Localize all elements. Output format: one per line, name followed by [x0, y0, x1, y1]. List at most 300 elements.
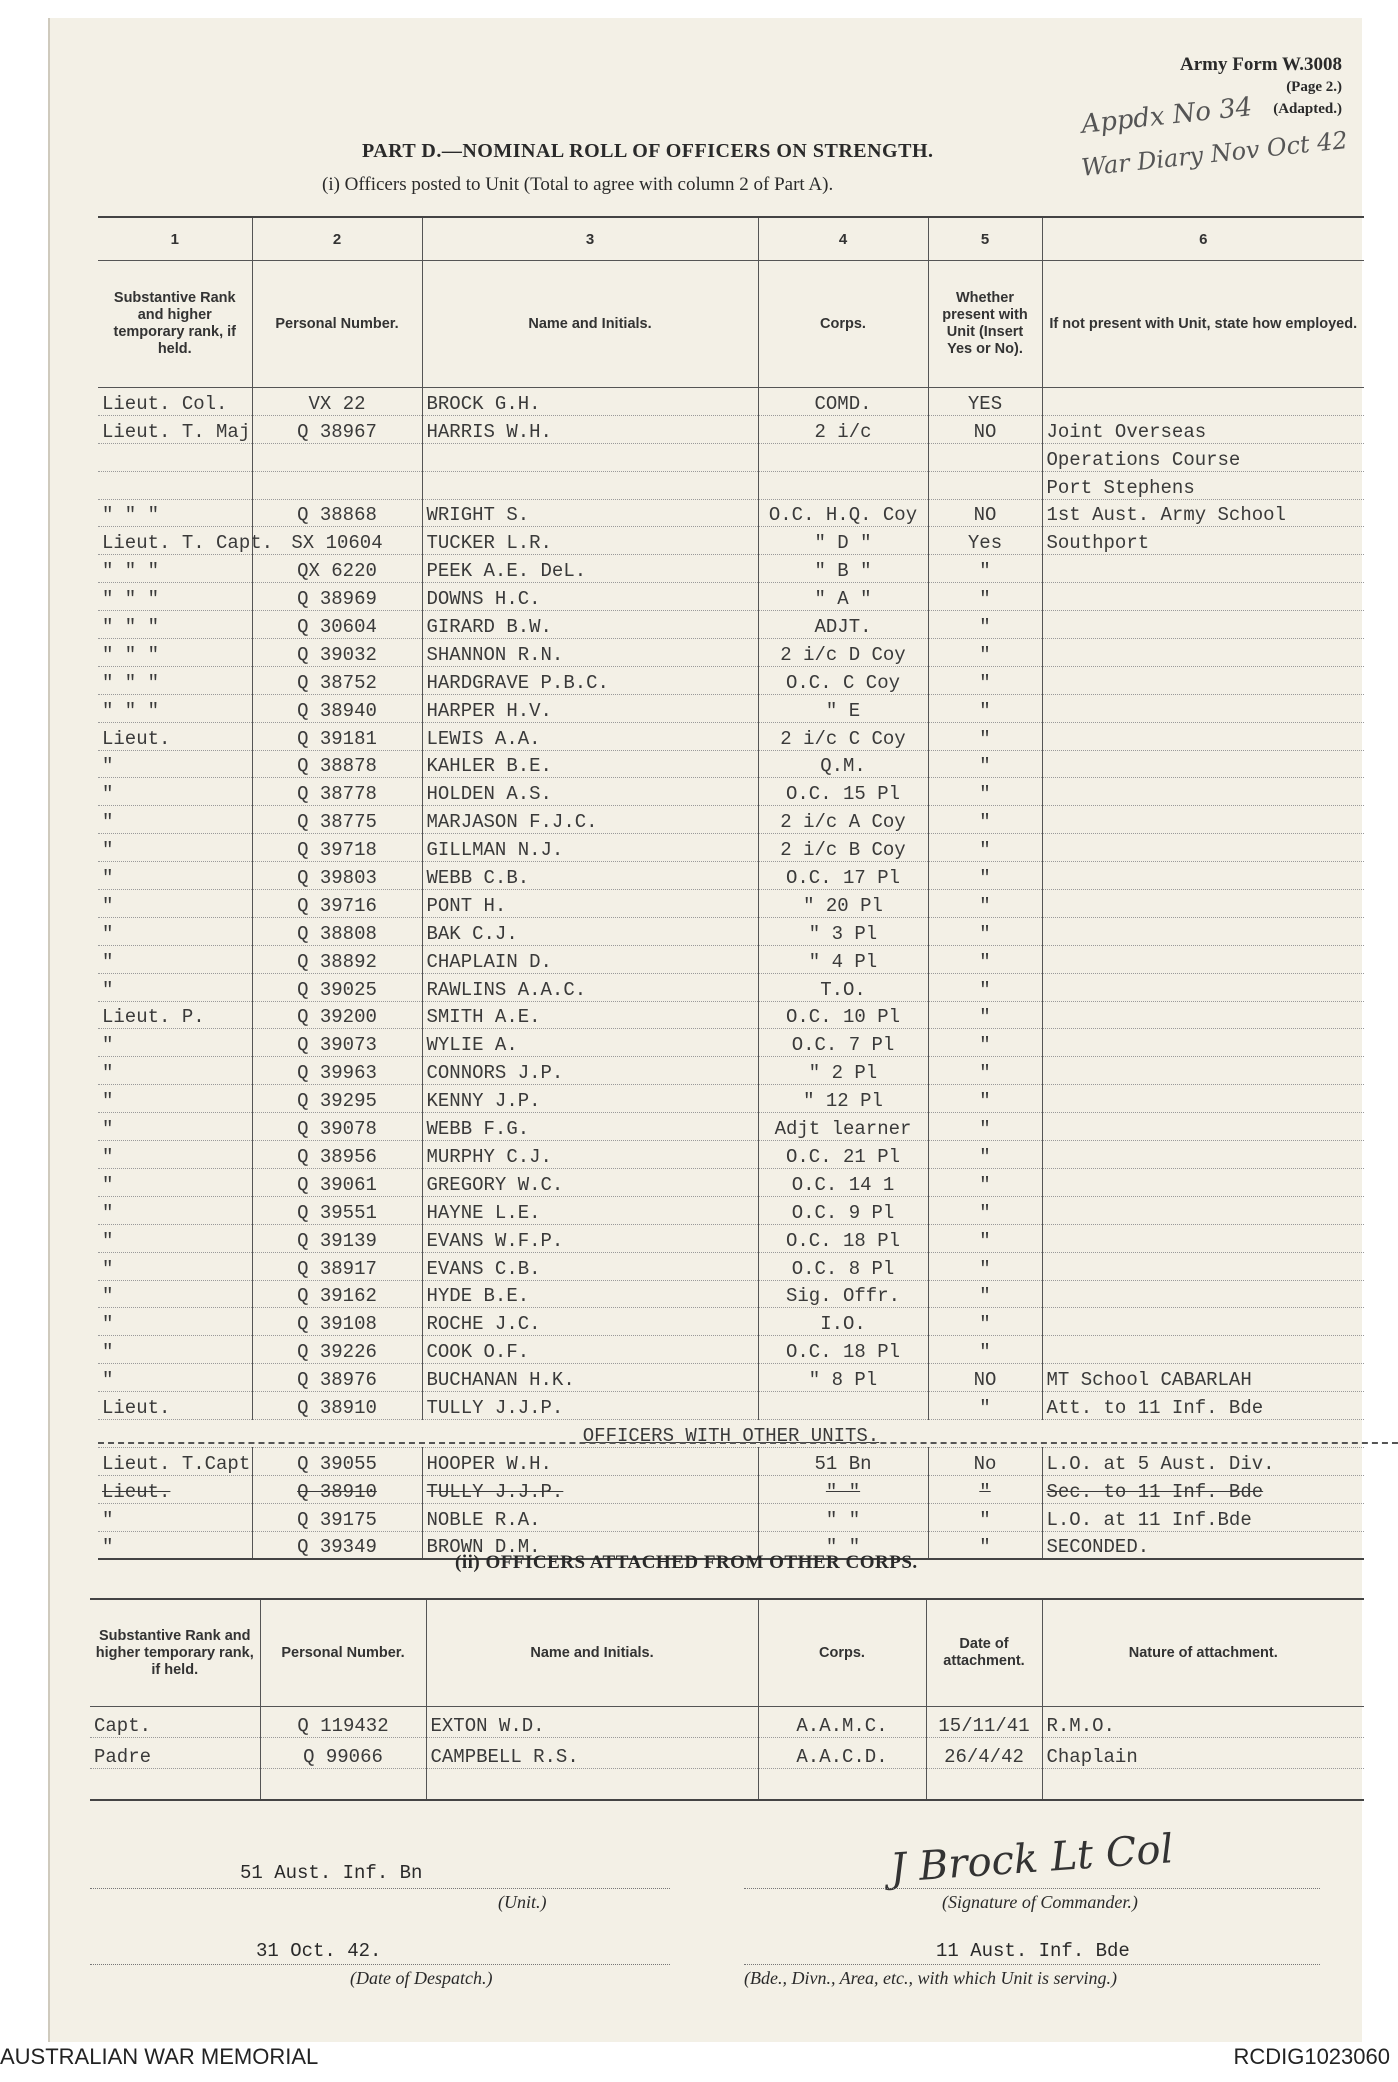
- table-cell: 1st Aust. Army School: [1042, 499, 1364, 527]
- table-cell: TULLY J.J.P.: [422, 1392, 758, 1420]
- table-cell: Lieut. T. Capt.: [98, 527, 252, 555]
- table-cell: ": [98, 1085, 252, 1113]
- table-row: [98, 527, 1364, 555]
- table-cell: Lieut. Col.: [98, 388, 252, 416]
- table-cell: Q 38775: [252, 806, 422, 834]
- table-cell: Lieut.: [98, 1392, 252, 1420]
- table-cell: O.C. 9 Pl: [758, 1196, 928, 1224]
- column-number: 6: [1042, 217, 1364, 261]
- table-cell: Q 39718: [252, 834, 422, 862]
- table-cell: ": [928, 1029, 1042, 1057]
- table-cell: ": [928, 1113, 1042, 1141]
- table-cell: O.C. 17 Pl: [758, 862, 928, 890]
- table-cell: CONNORS J.P.: [422, 1057, 758, 1085]
- table-cell: [426, 1769, 758, 1801]
- table-cell: A.A.C.D.: [758, 1738, 926, 1769]
- commander-signature: J Brock Lt Col: [888, 1826, 1175, 1892]
- table-row: [98, 1168, 1364, 1196]
- table-cell: [260, 1769, 426, 1801]
- table-row: [98, 1392, 1364, 1420]
- table-cell: [1042, 388, 1364, 416]
- table-cell: ROCHE J.C.: [422, 1308, 758, 1336]
- table-row: [98, 890, 1364, 918]
- table-row: [98, 1280, 1364, 1308]
- table-cell: WRIGHT S.: [422, 499, 758, 527]
- table-cell: [98, 443, 252, 471]
- table-cell: Operations Course: [1042, 443, 1364, 471]
- table-cell: O.C. H.Q. Coy: [758, 499, 928, 527]
- annotation-appendix: Appdx No 34: [1080, 92, 1254, 140]
- table-cell: " " ": [98, 694, 252, 722]
- table-cell: ": [928, 1057, 1042, 1085]
- table-cell: [1042, 1057, 1364, 1085]
- table-cell: Q 39162: [252, 1280, 422, 1308]
- table-cell: ": [98, 1252, 252, 1280]
- table-cell: R.M.O.: [1042, 1707, 1364, 1738]
- table-cell: ": [928, 834, 1042, 862]
- table-cell: ": [98, 1308, 252, 1336]
- table-cell: 2 i/c D Coy: [758, 639, 928, 667]
- table-cell: [1042, 1252, 1364, 1280]
- table-cell: MURPHY C.J.: [422, 1141, 758, 1169]
- table-cell: WEBB C.B.: [422, 862, 758, 890]
- table-cell: YES: [928, 388, 1042, 416]
- table-cell: ": [928, 1224, 1042, 1252]
- table-cell: ": [98, 890, 252, 918]
- table-cell: ": [928, 1503, 1042, 1531]
- table-cell: [928, 471, 1042, 499]
- table-cell: Q 39551: [252, 1196, 422, 1224]
- part-d-title: PART D.—NOMINAL ROLL OF OFFICERS ON STRENGTH.: [362, 140, 934, 162]
- form-adapted: (Adapted.): [1273, 101, 1342, 117]
- table-cell: " ": [758, 1531, 928, 1559]
- table-cell: SECONDED.: [1042, 1531, 1364, 1559]
- table-cell: BROWN D.M.: [422, 1531, 758, 1559]
- table-cell: ": [98, 945, 252, 973]
- table-cell: WEBB F.G.: [422, 1113, 758, 1141]
- table-cell: ": [98, 1364, 252, 1392]
- table-cell: ": [928, 666, 1042, 694]
- column-header: Substantive Rank and higher temporary rank, if held.: [98, 261, 252, 388]
- table-cell: " 2 Pl: [758, 1057, 928, 1085]
- table-cell: ": [928, 890, 1042, 918]
- table-cell: " " ": [98, 583, 252, 611]
- table-cell: [1042, 1168, 1364, 1196]
- table-cell: Q 39175: [252, 1503, 422, 1531]
- table-cell: VX 22: [252, 388, 422, 416]
- table-cell: WYLIE A.: [422, 1029, 758, 1057]
- table-cell: [1042, 1141, 1364, 1169]
- table-cell: " " ": [98, 611, 252, 639]
- table-cell: QX 6220: [252, 555, 422, 583]
- table-cell: Q 39803: [252, 862, 422, 890]
- table-cell: TULLY J.J.P.: [422, 1475, 758, 1503]
- table-cell: Sig. Offr.: [758, 1280, 928, 1308]
- table-cell: Q 38868: [252, 499, 422, 527]
- table-row: [98, 443, 1364, 471]
- table-cell: [1042, 639, 1364, 667]
- table-cell: [1042, 750, 1364, 778]
- table-cell: ": [928, 1252, 1042, 1280]
- table-cell: ": [98, 1336, 252, 1364]
- table-cell: ": [928, 1085, 1042, 1113]
- table-cell: Q 38892: [252, 945, 422, 973]
- table-row: [98, 1336, 1364, 1364]
- table-cell: [1042, 555, 1364, 583]
- table-row: [98, 1057, 1364, 1085]
- table-cell: ": [928, 1196, 1042, 1224]
- table-cell: Q 38878: [252, 750, 422, 778]
- table-cell: 26/4/42: [926, 1738, 1042, 1769]
- column-header: Personal Number.: [260, 1599, 426, 1707]
- table-cell: SMITH A.E.: [422, 1001, 758, 1029]
- table-row: [98, 415, 1364, 443]
- table-cell: SX 10604: [252, 527, 422, 555]
- table-cell: DOWNS H.C.: [422, 583, 758, 611]
- table-row: [98, 722, 1364, 750]
- table-cell: [758, 443, 928, 471]
- table-cell: [758, 1392, 928, 1420]
- table-cell: " 8 Pl: [758, 1364, 928, 1392]
- table-row: [98, 1503, 1364, 1531]
- table-cell: ": [98, 1057, 252, 1085]
- table-cell: T.O.: [758, 973, 928, 1001]
- table-cell: ": [98, 1168, 252, 1196]
- table-cell: [422, 443, 758, 471]
- table-cell: ": [98, 1196, 252, 1224]
- table-cell: KAHLER B.E.: [422, 750, 758, 778]
- table-cell: CHAPLAIN D.: [422, 945, 758, 973]
- table-cell: HYDE B.E.: [422, 1280, 758, 1308]
- table-row: [98, 666, 1364, 694]
- formation-label: (Bde., Divn., Area, etc., with which Unit is serving.): [744, 1968, 1117, 1988]
- table-cell: Q 39139: [252, 1224, 422, 1252]
- table-cell: No: [928, 1447, 1042, 1475]
- column-header: Corps.: [758, 1599, 926, 1707]
- table-cell: " " ": [98, 666, 252, 694]
- strike-line: [98, 1442, 1398, 1444]
- table-cell: Lieut. P.: [98, 1001, 252, 1029]
- table-cell: HOLDEN A.S.: [422, 778, 758, 806]
- document-page: [48, 18, 1362, 2042]
- table-cell: Q 38956: [252, 1141, 422, 1169]
- column-number: 4: [758, 217, 928, 261]
- table-cell: ": [98, 806, 252, 834]
- signature-label: (Signature of Commander.): [942, 1892, 1138, 1912]
- table-cell: GREGORY W.C.: [422, 1168, 758, 1196]
- table-cell: [926, 1769, 1042, 1801]
- table-cell: MT School CABARLAH: [1042, 1364, 1364, 1392]
- table-cell: ": [928, 945, 1042, 973]
- table-cell: ": [928, 917, 1042, 945]
- table-row: [98, 639, 1364, 667]
- table-cell: 2 i/c A Coy: [758, 806, 928, 834]
- column-header: Name and Initials.: [426, 1599, 758, 1707]
- table-row: [98, 1447, 1364, 1475]
- table-cell: [1042, 1113, 1364, 1141]
- table-cell: LEWIS A.A.: [422, 722, 758, 750]
- table-cell: ": [928, 1531, 1042, 1559]
- form-name: Army Form W.3008: [1179, 54, 1342, 75]
- table-cell: Yes: [928, 527, 1042, 555]
- table-cell: 2 i/c C Coy: [758, 722, 928, 750]
- table-cell: NOBLE R.A.: [422, 1503, 758, 1531]
- table-row: [98, 555, 1364, 583]
- table-cell: ": [98, 750, 252, 778]
- table-cell: Q 119432: [260, 1707, 426, 1738]
- table-cell: HARRIS W.H.: [422, 415, 758, 443]
- table-cell: [1042, 834, 1364, 862]
- table-cell: Q 38752: [252, 666, 422, 694]
- section-label: OFFICERS WITH OTHER UNITS.: [98, 1419, 1364, 1447]
- table-cell: ": [928, 862, 1042, 890]
- table-cell: Q 38976: [252, 1364, 422, 1392]
- table-cell: Q 38808: [252, 917, 422, 945]
- table-cell: [1042, 1769, 1364, 1801]
- table-cell: Sec. to 11 Inf. Bde: [1042, 1475, 1364, 1503]
- table-cell: Capt.: [90, 1707, 260, 1738]
- table-cell: Att. to 11 Inf. Bde: [1042, 1392, 1364, 1420]
- table-cell: [1042, 1308, 1364, 1336]
- date-value: 31 Oct. 42.: [256, 1940, 382, 1962]
- table-cell: HAYNE L.E.: [422, 1196, 758, 1224]
- table-cell: COOK O.F.: [422, 1336, 758, 1364]
- table-cell: I.O.: [758, 1308, 928, 1336]
- table-cell: EVANS W.F.P.: [422, 1224, 758, 1252]
- table-cell: PEEK A.E. DeL.: [422, 555, 758, 583]
- table-cell: ": [928, 1001, 1042, 1029]
- table-cell: ": [98, 973, 252, 1001]
- table-cell: Q 38910: [252, 1392, 422, 1420]
- table-cell: O.C. 21 Pl: [758, 1141, 928, 1169]
- table-cell: ": [928, 1280, 1042, 1308]
- table-cell: Q 38940: [252, 694, 422, 722]
- table-cell: Lieut. T. Maj: [98, 415, 252, 443]
- table-cell: " D ": [758, 527, 928, 555]
- table-row: [90, 1769, 1364, 1801]
- table-cell: O.C. 15 Pl: [758, 778, 928, 806]
- table-cell: Q 39078: [252, 1113, 422, 1141]
- table-cell: Q 39061: [252, 1168, 422, 1196]
- table-row: [98, 862, 1364, 890]
- column-header: If not present with Unit, state how employed.: [1042, 261, 1364, 388]
- table-row: [98, 1224, 1364, 1252]
- table-cell: ": [928, 555, 1042, 583]
- table-cell: Q 39226: [252, 1336, 422, 1364]
- table-cell: [1042, 1029, 1364, 1057]
- table-cell: ": [98, 1503, 252, 1531]
- table-cell: ": [98, 862, 252, 890]
- table-cell: O.C. C Coy: [758, 666, 928, 694]
- table-row: [98, 1475, 1364, 1503]
- column-number: 2: [252, 217, 422, 261]
- table-cell: ": [98, 1029, 252, 1057]
- table-cell: GILLMAN N.J.: [422, 834, 758, 862]
- table-cell: [1042, 666, 1364, 694]
- table-cell: [1042, 945, 1364, 973]
- table-cell: Q 39025: [252, 973, 422, 1001]
- table-cell: O.C. 10 Pl: [758, 1001, 928, 1029]
- table-cell: [1042, 583, 1364, 611]
- table-cell: Q 39073: [252, 1029, 422, 1057]
- table-cell: ": [98, 1141, 252, 1169]
- table-cell: ": [928, 778, 1042, 806]
- table-row: [98, 945, 1364, 973]
- column-number: 5: [928, 217, 1042, 261]
- table-cell: Q 38778: [252, 778, 422, 806]
- table-cell: ": [98, 917, 252, 945]
- table-cell: L.O. at 11 Inf.Bde: [1042, 1503, 1364, 1531]
- table-cell: O.C. 18 Pl: [758, 1336, 928, 1364]
- table-cell: O.C. 18 Pl: [758, 1224, 928, 1252]
- table-row: [98, 694, 1364, 722]
- table-cell: ": [98, 1113, 252, 1141]
- table-cell: [1042, 917, 1364, 945]
- table-cell: BAK C.J.: [422, 917, 758, 945]
- table-row: [98, 1113, 1364, 1141]
- table-cell: " 20 Pl: [758, 890, 928, 918]
- officers-posted-table: [98, 216, 1364, 1560]
- table-cell: Q 38910: [252, 1475, 422, 1503]
- table-cell: " ": [758, 1475, 928, 1503]
- table-cell: NO: [928, 499, 1042, 527]
- table-row: [98, 1364, 1364, 1392]
- table-cell: ": [928, 1336, 1042, 1364]
- table-row: [98, 499, 1364, 527]
- column-header: Name and Initials.: [422, 261, 758, 388]
- table-cell: CAMPBELL R.S.: [426, 1738, 758, 1769]
- table-cell: [1042, 611, 1364, 639]
- table-cell: [422, 471, 758, 499]
- table-cell: ADJT.: [758, 611, 928, 639]
- table-cell: Q 39055: [252, 1447, 422, 1475]
- table-cell: Southport: [1042, 527, 1364, 555]
- table-cell: [1042, 806, 1364, 834]
- column-number: 3: [422, 217, 758, 261]
- table-cell: ": [928, 722, 1042, 750]
- table-cell: [1042, 722, 1364, 750]
- table-cell: ": [928, 694, 1042, 722]
- table-cell: [98, 471, 252, 499]
- table-cell: ": [928, 583, 1042, 611]
- column-header: Personal Number.: [252, 261, 422, 388]
- form-page: (Page 2.): [1286, 79, 1342, 95]
- column-number: 1: [98, 217, 252, 261]
- table-cell: Q 39032: [252, 639, 422, 667]
- table-cell: [1042, 1001, 1364, 1029]
- table-cell: NO: [928, 415, 1042, 443]
- column-header: Nature of attachment.: [1042, 1599, 1364, 1707]
- table-cell: HARPER H.V.: [422, 694, 758, 722]
- table-cell: Lieut.: [98, 1475, 252, 1503]
- watermark-right: RCDIG1023060: [1233, 2044, 1390, 2069]
- table-row: [98, 1252, 1364, 1280]
- table-cell: Q 39349: [252, 1531, 422, 1559]
- table-cell: EXTON W.D.: [426, 1707, 758, 1738]
- table-row: [98, 1029, 1364, 1057]
- table-row: [98, 1196, 1364, 1224]
- unit-value: 51 Aust. Inf. Bn: [240, 1862, 423, 1884]
- table-cell: Adjt learner: [758, 1113, 928, 1141]
- table-cell: ": [928, 611, 1042, 639]
- table-cell: Chaplain: [1042, 1738, 1364, 1769]
- table-cell: ": [928, 1475, 1042, 1503]
- table-cell: 15/11/41: [926, 1707, 1042, 1738]
- table-cell: " " ": [98, 499, 252, 527]
- table-cell: NO: [928, 1364, 1042, 1392]
- table-cell: [90, 1769, 260, 1801]
- table-cell: ": [98, 1224, 252, 1252]
- table-cell: " " ": [98, 555, 252, 583]
- column-header: Whether present with Unit (Insert Yes or No).: [928, 261, 1042, 388]
- table-cell: ": [928, 750, 1042, 778]
- table-cell: KENNY J.P.: [422, 1085, 758, 1113]
- table-row: [98, 806, 1364, 834]
- table-cell: Lieut. T.Capt: [98, 1447, 252, 1475]
- table-cell: O.C. 14 1: [758, 1168, 928, 1196]
- table-cell: 2 i/c B Coy: [758, 834, 928, 862]
- unit-label: (Unit.): [498, 1892, 547, 1912]
- table-cell: Q 39108: [252, 1308, 422, 1336]
- table-cell: A.A.M.C.: [758, 1707, 926, 1738]
- table-cell: [1042, 973, 1364, 1001]
- table-cell: Padre: [90, 1738, 260, 1769]
- table-cell: 51 Bn: [758, 1447, 928, 1475]
- formation-value: 11 Aust. Inf. Bde: [936, 1940, 1130, 1962]
- table-row: [98, 1308, 1364, 1336]
- table-cell: " A ": [758, 583, 928, 611]
- table-cell: [1042, 778, 1364, 806]
- table-cell: [252, 443, 422, 471]
- table-cell: ": [928, 1168, 1042, 1196]
- table-cell: ": [98, 834, 252, 862]
- table-cell: Q.M.: [758, 750, 928, 778]
- date-label: (Date of Despatch.): [350, 1968, 493, 1988]
- table-row: [98, 1085, 1364, 1113]
- table-row: [90, 1738, 1364, 1769]
- table-cell: Q 38967: [252, 415, 422, 443]
- table-cell: [1042, 694, 1364, 722]
- table-row: [98, 1001, 1364, 1029]
- table-cell: Q 30604: [252, 611, 422, 639]
- table-cell: EVANS C.B.: [422, 1252, 758, 1280]
- table-cell: BROCK G.H.: [422, 388, 758, 416]
- table-cell: [1042, 1280, 1364, 1308]
- table-cell: COMD.: [758, 388, 928, 416]
- table-row: [98, 973, 1364, 1001]
- table-row: [98, 471, 1364, 499]
- table-cell: ": [928, 639, 1042, 667]
- table-row: [98, 834, 1364, 862]
- table-cell: MARJASON F.J.C.: [422, 806, 758, 834]
- column-header: Substantive Rank and higher temporary rank, if held.: [90, 1599, 260, 1707]
- table-cell: RAWLINS A.A.C.: [422, 973, 758, 1001]
- table-cell: ": [928, 1141, 1042, 1169]
- table-cell: " " ": [98, 639, 252, 667]
- table-cell: ": [98, 778, 252, 806]
- table-cell: " 12 Pl: [758, 1085, 928, 1113]
- table-cell: Port Stephens: [1042, 471, 1364, 499]
- table-cell: Q 39963: [252, 1057, 422, 1085]
- table-cell: SHANNON R.N.: [422, 639, 758, 667]
- annotation-war-diary: War Diary Nov Oct 42: [1080, 126, 1349, 182]
- table-cell: [1042, 1336, 1364, 1364]
- table-row: [98, 750, 1364, 778]
- table-row: [98, 917, 1364, 945]
- table-cell: [758, 1769, 926, 1801]
- table-cell: ": [928, 1308, 1042, 1336]
- table-cell: [928, 443, 1042, 471]
